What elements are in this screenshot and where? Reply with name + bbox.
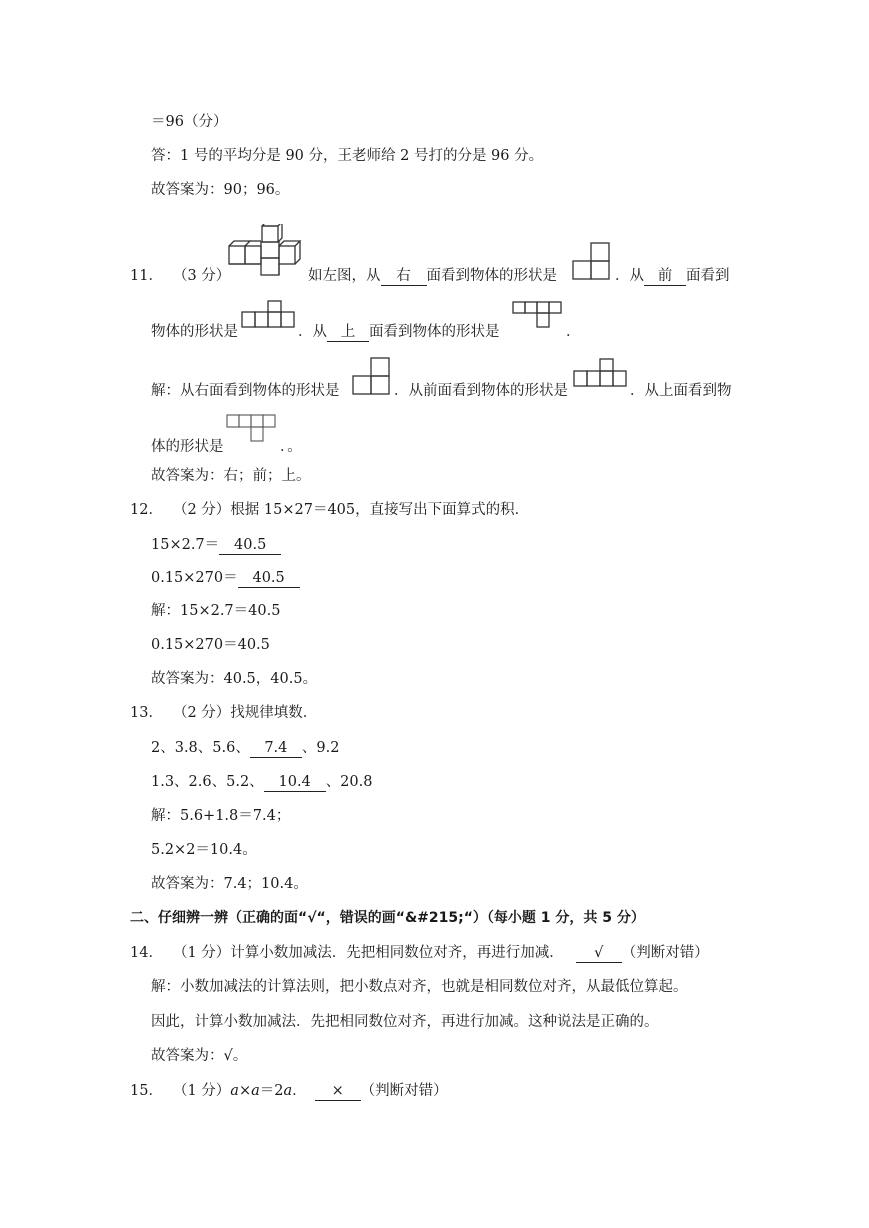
q13-sequence-2-post: 、20.8 [325, 774, 373, 790]
q15-equals: ＝2 [259, 1083, 284, 1099]
q11-solution-line-1: 解：从右面看到物体的形状是 [151, 383, 340, 399]
q12-solution-1: 解：15×2.7＝40.5 [151, 603, 281, 619]
q12-score: （2 分） [172, 502, 231, 518]
q13-sequence-2-pre: 1.3、2.6、5.2、 [151, 774, 264, 790]
q11-top-view-figure [512, 301, 566, 335]
q11-answer-blank-1: 右 [381, 268, 427, 286]
q15-answer-blank: × [315, 1083, 361, 1101]
q13-answer-blank-1: 7.4 [250, 740, 302, 758]
q10-line-1: ＝96（分） [151, 114, 228, 130]
q14-solution-1: 解：小数加减法的计算法则，把小数点对齐，也就是相同数位对齐，从最低位算起。 [151, 979, 688, 995]
q11-number: 11． [130, 268, 163, 284]
q15-var-a-1: a [230, 1083, 239, 1099]
q13-sequence-1 [151, 738, 339, 758]
q11-right-view-figure [572, 242, 612, 280]
q11-cube-stack-figure [224, 224, 306, 276]
q13-final-answer: 故答案为：7.4；10.4。 [151, 876, 308, 892]
q15-var-a-2: a [251, 1083, 260, 1099]
q14-number: 14． [130, 945, 163, 961]
q14-solution-2: 因此，计算小数加减法．先把相同数位对齐，再进行加减。这种说法是正确的。 [151, 1014, 659, 1030]
q15-period: ． [292, 1083, 307, 1099]
q11-front-view-figure [241, 300, 297, 330]
q11-text-from-3: ．从 [298, 324, 327, 340]
q11-stem-line-2b [298, 322, 500, 342]
q12-expression-1 [151, 535, 281, 555]
q13-stem-text: 找规律填数． [230, 705, 318, 721]
q11-answer-blank-3: 上 [327, 324, 369, 342]
q12-answer-blank-1: 40.5 [219, 537, 281, 555]
q11-final-answer: 故答案为：右；前；上。 [151, 468, 311, 484]
q15-times: × [238, 1083, 252, 1099]
q11-stem-line-1b [308, 266, 557, 286]
q13-solution-2: 5.2×2＝10.4。 [151, 842, 257, 858]
q11-solution-front-view-figure [573, 358, 629, 390]
q14-stem-text: 计算小数加减法．先把相同数位对齐，再进行加减． [230, 945, 564, 961]
q13-sequence-1-pre: 2、3.8、5.6、 [151, 740, 250, 756]
q12-final-answer: 故答案为：40.5，40.5。 [151, 671, 318, 687]
q14-answer-blank: √ [576, 945, 622, 963]
q11-solution-line-1b: ．从前面看到物体的形状是 [394, 383, 568, 399]
q11-stem-line-1c [615, 266, 730, 286]
q13-answer-blank-2: 10.4 [264, 774, 326, 792]
q11-solution-end: ．。 [280, 439, 302, 455]
q11-text-from-2: ．从 [615, 268, 644, 284]
q13-sequence-1-post: 、9.2 [301, 740, 340, 756]
q11-solution-line-2: 体的形状是 [151, 439, 224, 455]
q14-final-answer: 故答案为：√。 [151, 1048, 248, 1064]
q11-solution-right-view-figure [352, 356, 392, 396]
q10-final-answer: 故答案为：90；96。 [151, 182, 290, 198]
q11-solution-top-view-figure [226, 413, 280, 449]
q11-stem-end: ． [566, 324, 581, 340]
q12-stem [130, 500, 529, 520]
q11-text-shape-2: 面看到物体的形状是 [369, 324, 500, 340]
q13-stem [130, 703, 317, 723]
q13-score: （2 分） [172, 705, 231, 721]
q12-stem-text: 根据 15×27＝405，直接写出下面算式的积． [230, 502, 530, 518]
q15-var-a-3: a [283, 1083, 293, 1099]
q13-solution-1: 解：5.6+1.8＝7.4； [151, 808, 291, 824]
q15-score: （1 分） [172, 1083, 231, 1099]
q13-sequence-2 [151, 772, 372, 792]
q14-score: （1 分） [172, 945, 231, 961]
q12-expression-2 [151, 568, 300, 588]
q13-number: 13． [130, 705, 163, 721]
q11-stem-line-1 [130, 266, 230, 286]
q15-stem [130, 1081, 448, 1101]
q11-score: （3 分） [172, 268, 231, 284]
q12-expression-2-text: 0.15×270＝ [151, 570, 238, 586]
q12-expression-1-text: 15×2.7＝ [151, 537, 220, 553]
q12-number: 12． [130, 502, 163, 518]
q11-text-see: 面看到 [686, 268, 730, 284]
section-2-heading: 二、仔细辨一辨（正确的面“√“，错误的画“&#215;“）（每小题 1 分，共 5 分） [130, 910, 645, 926]
q15-judge-hint: （判断对错） [360, 1083, 448, 1099]
q14-stem [130, 943, 709, 963]
q12-solution-2: 0.15×270＝40.5 [151, 637, 270, 653]
q15-number: 15． [130, 1083, 163, 1099]
q11-solution-line-1c: ．从上面看到物 [630, 383, 732, 399]
q14-judge-hint: （判断对错） [621, 945, 709, 961]
q10-answer-statement: 答：1 号的平均分是 90 分，王老师给 2 号打的分是 96 分。 [151, 148, 544, 164]
q11-text-from: 如左图，从 [308, 268, 381, 284]
q12-answer-blank-2: 40.5 [238, 570, 300, 588]
q11-stem-line-2: 物体的形状是 [151, 324, 238, 340]
q11-text-shape: 面看到物体的形状是 [426, 268, 557, 284]
q11-answer-blank-2: 前 [644, 268, 686, 286]
